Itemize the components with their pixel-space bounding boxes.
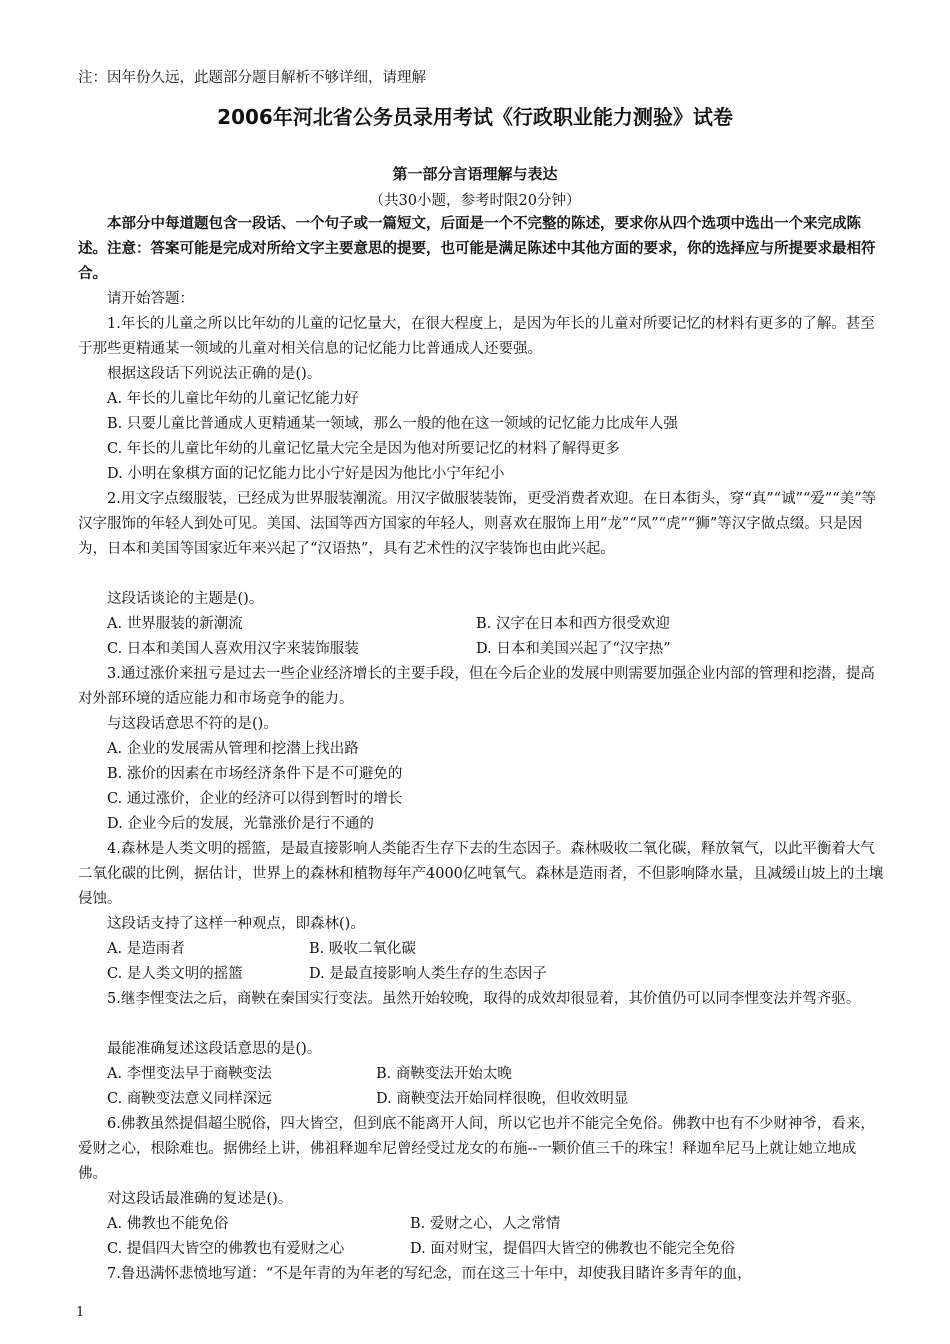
- question-4-option-d: D. 是最直接影响人类生存的生态因子: [309, 966, 547, 982]
- question-2-option-b: B. 汉字在日本和西方很受欢迎: [476, 616, 670, 632]
- question-6-stem: 6.佛教虽然提倡超尘脱俗，四大皆空，但到底不能离开人间，所以它也并不能完全免俗。佛教中也有不少财神爷，看来，爱财之心，根除难也。据佛经上讲，佛祖释迦牟尼曾经受过龙女的布施--一颗价值三千的珠宝！释迦牟尼马上就让她立地成佛。: [78, 1116, 875, 1182]
- question-2-stem: 2.用文字点缀服装，已经成为世界服装潮流。用汉字做服装装饰，更受消费者欢迎。在日本街头，穿“真”“诚”“爱”“美”等汉字服饰的年轻人到处可见。美国、法国等西方国家的年轻人，则喜欢在服饰上用“龙”“凤”“虎”“狮”等汉字做点缀。只是因为，日本和美国等国家近年来兴起了“汉语热”，具有艺术性的汉字装饰也由此兴起。: [78, 491, 877, 557]
- question-4-option-a: A. 是造雨者: [107, 941, 185, 957]
- question-3-option-a: A. 企业的发展需从管理和挖潜上找出路: [107, 741, 359, 757]
- question-1-stem: 1.年长的儿童之所以比年幼的儿童的记忆量大，在很大程度上，是因为年长的儿童对所要记忆的材料有更多的了解。甚至于那些更精通某一领域的儿童对相关信息的记忆能力比普通成人还要强。: [78, 316, 875, 357]
- question-4-prompt: 这段话支持了这样一种观点，即森林()。: [107, 916, 365, 932]
- question-7-stem: 7.鲁迅满怀悲愤地写道：“不是年青的为年老的写纪念，而在这三十年中，却使我目睹许多青年的血，: [107, 1266, 752, 1282]
- header-note: 注：因年份久远，此题部分题目解析不够详细，请理解: [78, 70, 426, 86]
- question-4-stem: 4.森林是人类文明的摇篮，是最直接影响人类能否生存下去的生态因子。森林吸收二氧化碳，释放氧气，以此平衡着大气二氧化碳的比例，据估计，世界上的森林和植物每年产4000亿吨氧气。森林是造雨者，不但影响降水量，且减缓山坡上的土壤侵蚀。: [78, 841, 884, 907]
- section-heading: 第一部分言语理解与表达: [392, 165, 558, 183]
- question-5-option-c: C. 商鞅变法意义同样深远: [107, 1091, 272, 1107]
- question-4-option-c: C. 是人类文明的摇篮: [107, 966, 243, 982]
- question-1-prompt: 根据这段话下列说法正确的是()。: [107, 366, 322, 382]
- page-number: 1: [76, 1305, 85, 1320]
- question-1-option-d: D. 小明在象棋方面的记忆能力比小宁好是因为他比小宁年纪小: [107, 466, 505, 482]
- question-5-option-d: D. 商鞅变法开始同样很晚，但收效明显: [376, 1091, 629, 1107]
- question-2-option-a: A. 世界服装的新潮流: [107, 616, 243, 632]
- question-1-option-b: B. 只要儿童比普通成人更精通某一领域，那么一般的他在这一领域的记忆能力比成年人强: [107, 416, 678, 432]
- question-6-prompt: 对这段话最准确的复述是()。: [107, 1191, 293, 1207]
- question-5-option-a: A. 李悝变法早于商鞅变法: [107, 1066, 272, 1082]
- page-title: 2006年河北省公务员录用考试《行政职业能力测验》试卷: [217, 105, 733, 129]
- question-2-prompt: 这段话谈论的主题是()。: [107, 591, 264, 607]
- question-2-option-d: D. 日本和美国兴起了“汉字热”: [476, 641, 671, 657]
- question-3-option-b: B. 涨价的因素在市场经济条件下是不可避免的: [107, 766, 403, 782]
- question-6-option-a: A. 佛教也不能免俗: [107, 1216, 229, 1232]
- question-4-option-b: B. 吸收二氧化碳: [309, 941, 416, 957]
- question-6-option-b: B. 爱财之心，人之常情: [410, 1216, 561, 1232]
- question-6-option-d: D. 面对财宝，提倡四大皆空的佛教也不能完全免俗: [410, 1241, 735, 1257]
- question-1-option-c: C. 年长的儿童比年幼的儿童记忆量大完全是因为他对所要记忆的材料了解得更多: [107, 441, 620, 457]
- question-3-prompt: 与这段话意思不符的是()。: [107, 716, 278, 732]
- question-5-stem: 5.继李悝变法之后，商鞅在秦国实行变法。虽然开始较晚，取得的成效却很显着，其价值仍可以同李悝变法并驾齐驱。: [107, 991, 861, 1007]
- start-prompt: 请开始答题：: [107, 291, 194, 307]
- question-3-option-c: C. 通过涨价，企业的经济可以得到暂时的增长: [107, 791, 403, 807]
- section-timing: （共30小题，参考时限20分钟）: [369, 193, 581, 209]
- question-1-option-a: A. 年长的儿童比年幼的儿童记忆能力好: [107, 391, 359, 407]
- question-5-option-b: B. 商鞅变法开始太晚: [376, 1066, 512, 1082]
- question-5-prompt: 最能准确复述这段话意思的是()。: [107, 1041, 322, 1057]
- question-3-stem: 3.通过涨价来扭亏是过去一些企业经济增长的主要手段，但在今后企业的发展中则需要加强企业内部的管理和挖潜，提高对外部环境的适应能力和市场竞争的能力。: [78, 666, 875, 707]
- question-2-option-c: C. 日本和美国人喜欢用汉字来装饰服装: [107, 641, 359, 657]
- question-3-option-d: D. 企业今后的发展，光靠涨价是行不通的: [107, 816, 374, 832]
- section-instructions: 本部分中每道题包含一段话、一个句子或一篇短文，后面是一个不完整的陈述，要求你从四个选项中选出一个来完成陈述。注意：答案可能是完成对所给文字主要意思的提要，也可能是满足陈述中其他方面的要求，你的选择应与所提要求最相符合。: [78, 216, 876, 282]
- question-6-option-c: C. 提倡四大皆空的佛教也有爱财之心: [107, 1241, 345, 1257]
